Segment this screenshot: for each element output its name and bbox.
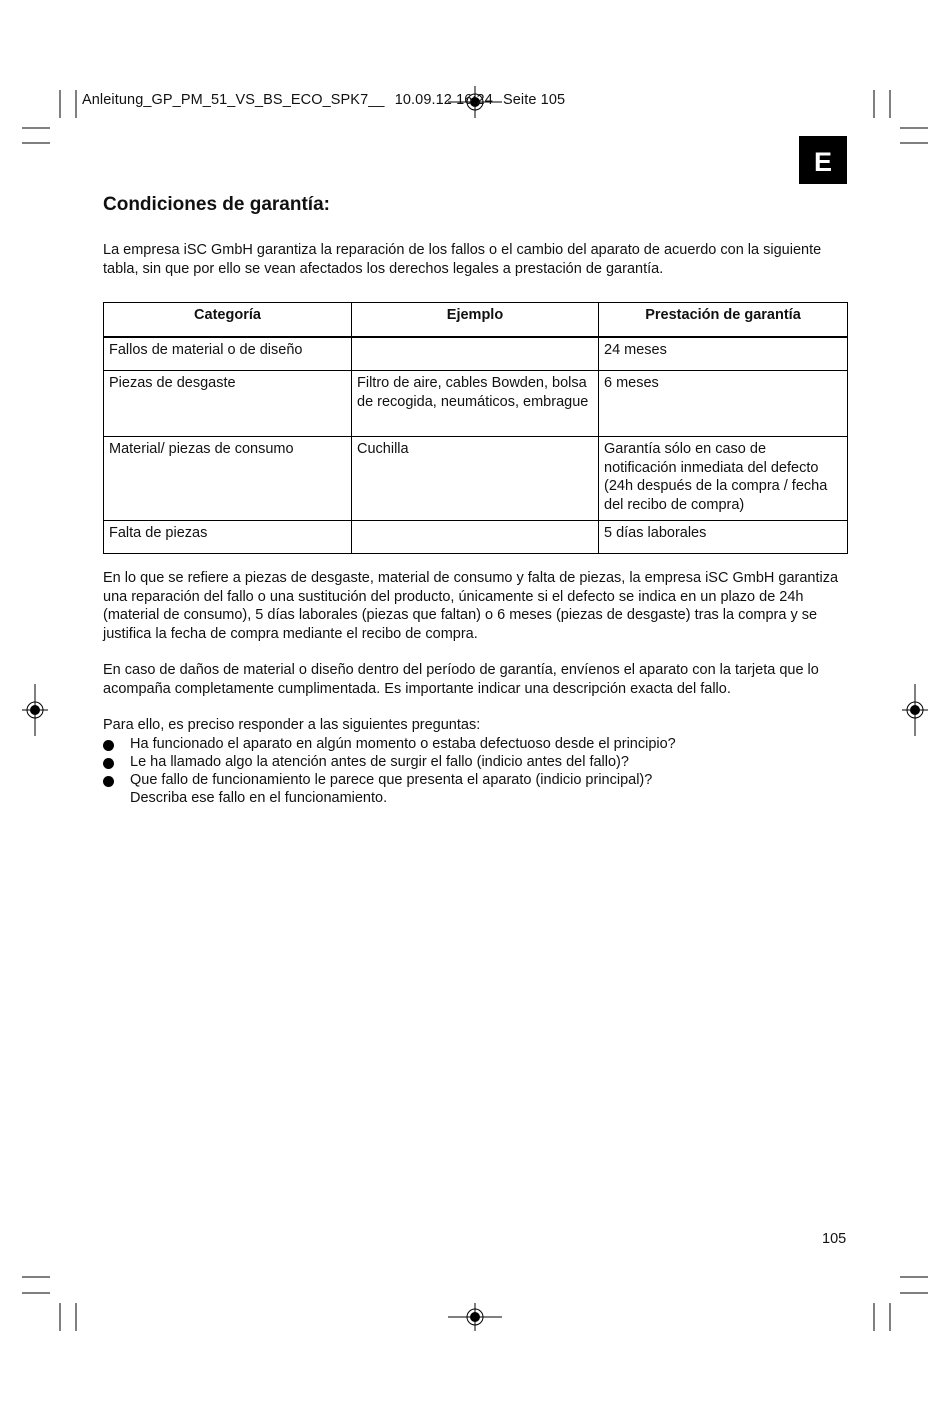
damage-paragraph: En caso de daños de material o diseño dentro del período de garantía, envíenos el aparato con la tarjeta que lo acompaña completamente cumplimentada. Es importante indicar una descripción exacta del fallo. xyxy=(103,662,819,697)
header-file-name: Anleitung_GP_PM_51_VS_BS_ECO_SPK7__ xyxy=(82,92,385,108)
table-row xyxy=(104,521,848,554)
table-cell: Garantía sólo en caso de notificación inmediata del defecto (24h después de la compra / fecha del recibo de compra) xyxy=(599,437,848,521)
list-item xyxy=(103,753,848,771)
bullet-icon xyxy=(103,776,114,787)
table-row xyxy=(104,437,848,521)
wear-parts-paragraph: En lo que se refiere a piezas de desgaste, material de consumo y falta de piezas, la empresa iSC GmbH garantiza una reparación del fallo o una sustitución del producto, únicamente si el defecto se indica en un plazo de 24h (material de consumo), 5 días laborales (piezas que faltan) o 6 meses (piezas de desgaste) tras la compra y se justifica la fecha de compra mediante el recibo de compra. xyxy=(103,570,839,642)
intro-paragraph: La empresa iSC GmbH garantiza la reparación de los fallos o el cambio del aparato de acuerdo con la siguiente tabla, sin que por ello se vean afectados los derechos legales a prestación de garantía. xyxy=(103,242,822,277)
page-title: Condiciones de garantía: xyxy=(103,194,330,215)
table-cell xyxy=(352,337,599,371)
list-item xyxy=(103,735,848,753)
column-header-warranty: Prestación de garantía xyxy=(599,303,848,338)
table-cell: Material/ piezas de consumo xyxy=(104,437,352,521)
table-cell: Piezas de desgaste xyxy=(104,371,352,437)
table-cell: 5 días laborales xyxy=(599,521,848,554)
warranty-table xyxy=(103,302,848,554)
questions-list xyxy=(103,735,848,807)
bullet-icon xyxy=(103,758,114,769)
table-cell: 6 meses xyxy=(599,371,848,437)
registration-mark-left xyxy=(22,684,48,736)
language-tab: E xyxy=(799,136,847,184)
bullet-icon xyxy=(103,740,114,751)
questions-intro: Para ello, es preciso responder a las siguientes preguntas: xyxy=(103,717,481,733)
table-cell: Filtro de aire, cables Bowden, bolsa de recogida, neumáticos, embrague xyxy=(352,371,599,437)
column-header-example: Ejemplo xyxy=(352,303,599,338)
registration-mark-bottom xyxy=(448,1303,502,1331)
table-cell: Cuchilla xyxy=(352,437,599,521)
main-content xyxy=(103,190,848,807)
registration-mark-right xyxy=(902,684,928,736)
table-row xyxy=(104,337,848,371)
header-page-label: Seite 105 xyxy=(503,92,566,108)
list-item xyxy=(103,771,848,807)
table-row xyxy=(104,371,848,437)
header-date-time: 10.09.12 16:24 xyxy=(394,92,493,108)
table-cell: Fallos de material o de diseño xyxy=(104,337,352,371)
question-text: Le ha llamado algo la atención antes de surgir el fallo (indicio antes del fallo)? xyxy=(130,753,629,770)
column-header-category: Categoría xyxy=(104,303,352,338)
table-header-row xyxy=(104,303,848,338)
question-text: Que fallo de funcionamiento le parece que presenta el aparato (indicio principal)? xyxy=(130,771,653,788)
page-number: 105 xyxy=(822,1231,847,1247)
table-cell: 24 meses xyxy=(599,337,848,371)
table-cell xyxy=(352,521,599,554)
table-cell: Falta de piezas xyxy=(104,521,352,554)
print-header xyxy=(82,92,571,108)
question-text: Ha funcionado el aparato en algún momento o estaba defectuoso desde el principio? xyxy=(130,735,676,752)
question-followup: Describa ese fallo en el funcionamiento. xyxy=(130,789,388,806)
